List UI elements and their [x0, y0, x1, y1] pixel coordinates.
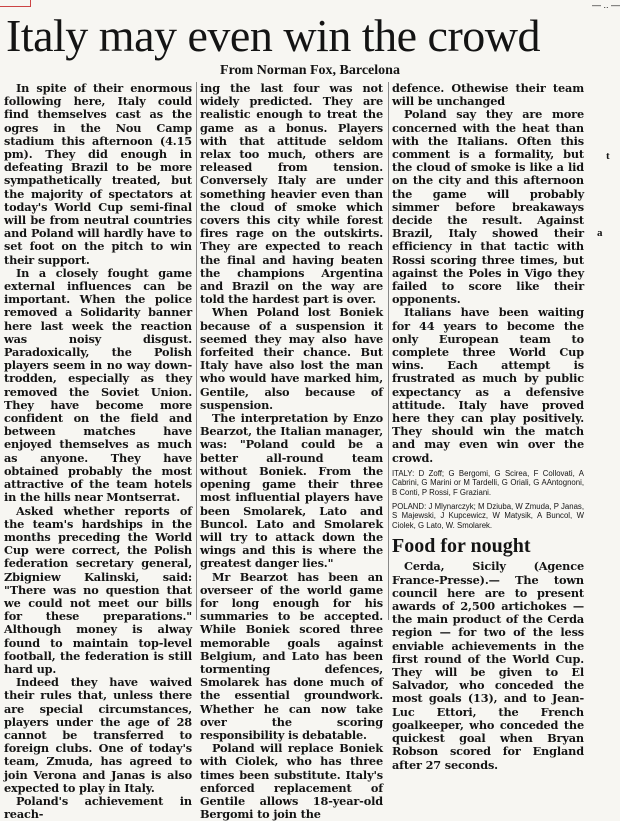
- clipping-corner-mark: [0, 0, 31, 7]
- adjacent-column-fragment: a: [597, 227, 603, 239]
- paragraph: In spite of their enormous following here, Italy could find themselves cast as the ogres in the Nou Camp stadium this afternoon (4.15 pm). They did enough in defeating Brazil to be more sympathetically treated, but the majority of spectators at today's World Cup semi-final will be from neutral countries and Poland will hardly have to set foot on the pitch to win their support.: [4, 81, 192, 267]
- paragraph: The interpretation by Enzo Bearzot, the Italian manager, was: "Poland could be a better all-round team without Boniek. From the opening game their three most influential players have been Smolarek, Lato and Buncol. Lato and Smolarek will try to attack down the wings and this is where the greatest danger lies.": [200, 411, 383, 571]
- byline: From Norman Fox, Barcelona: [220, 63, 400, 78]
- paragraph: Asked whether reports of the team's hardships in the months preceding the World Cup were correct, the Polish federation secretary general, Zbigniew Kalinski, said: "There was no question that we could not meet our bills for these preparations." Although money is alway found to maintain top-level football, the federation is still hard up.: [4, 503, 192, 676]
- column-1: [4, 81, 192, 821]
- paragraph: When Poland lost Boniek because of a suspension it seemed they may also have forfeited their chance. But Italy have also lost the man who would have marked him, Gentile, also because of suspension.: [200, 305, 383, 412]
- paragraph: ing the last four was not widely predicted. They are realistic enough to treat the game as a bonus. Players with that attitude seldom relax too much, others are released from tension. Conversely Italy are under something heavier even than the cloud of smoke which covers this city while forest fires rage on the outskirts. They are expected to reach the final and having beaten the champions Argentina and Brazil on the way are told the hardest part is over.: [200, 81, 383, 307]
- paragraph: Italians have been waiting for 44 years to become the only European team to complete three World Cup wins. Each attempt is frustrated as much by public expectancy as a defensive attitude. Italy have proved here they can play positively. They should win the match and may even win over the crowd.: [392, 305, 584, 465]
- paragraph: In a closely fought game external influences can be important. When the police removed a Solidarity banner here last week the reaction was noisy disgust. Paradoxically, the Polish players seem in no way down-trodden, especially as they removed the Soviet Union. They have become more confident on the field and between matches have enjoyed themselves as much as anyone. They have obtained probably the most attractive of the team hotels in the hills near Montserrat.: [4, 265, 192, 505]
- column-2: [200, 81, 383, 821]
- sidebar-body: Cerda, Sicily (Agence France-Presse).— The town council here are to present awards of 2,500 artichokes — the main product of the Cerda region — for two of the less enviable achievements in the first round of the World Cup. They will be given to El Salvador, who conceded the most goals (13), and to Jean-Luc Ettori, the French goalkeeper, who conceded the quickest goal when Bryan Robson scored for England after 27 seconds.: [392, 559, 584, 772]
- team-list-italy: ITALY: D Zoff; G Bergomi, G Scirea, F Collovati, A Cabrini, G Marini or M Tardelli, G Oriali, G AAntognoni, B Conti, P Rossi, F Graziani.: [392, 468, 584, 498]
- paragraph: Poland's achievement in reach-: [4, 793, 192, 821]
- paragraph: defence. Othewise their team will be unchanged: [392, 81, 584, 109]
- paragraph: Poland will replace Boniek with Ciolek, who has three times been substitute. Italy's enforced replacement of Gentile allows 18-year-old Bergomi to join the: [200, 741, 383, 821]
- sidebar-headline: Food for nought: [392, 535, 531, 558]
- paragraph: Indeed they have waived their rules that, unless there are special circumstances, players under the age of 28 cannot be transferred to foreign clubs. One of today's team, Zmuda, has agreed to join Verona and Janas is also expected to play in Italy.: [4, 675, 192, 795]
- team-list-poland: POLAND: J Mlynarczyk; M Dziuba, W Zmuda, P Janas, S Majewski, J Kupcewicz, W Matysik, A Buncol, W Ciolek, G Lato, W. Smolarek.: [392, 501, 584, 530]
- paragraph: Mr Bearzot has been an overseer of the world game for long enough for his summaries to be accepted. While Boniek scored three memorable goals against Belgium, and Lato has been tormenting defences, Smolarek has done much of the essential groundwork. Whether he can now take over the scoring responsibility is debatable.: [200, 569, 383, 742]
- headline: Italy may even win the crowd: [6, 10, 540, 61]
- column-rule: [388, 82, 389, 620]
- column-3: [392, 81, 584, 772]
- column-rule: [196, 82, 197, 620]
- adjacent-column-fragment: — .. —: [592, 0, 620, 10]
- paragraph: Poland say they are more concerned with the heat than with the Italians. Often this comment is a formality, but the cloud of smoke is like a lid on the city and this afternoon the game will probably simmer before breakaways decide the result. Against Brazil, Italy showed their efficiency in that tactic with Rossi scoring three times, but against the Poles in Vigo they failed to score like their opponents.: [392, 107, 584, 307]
- adjacent-column-fragment: t: [606, 150, 610, 162]
